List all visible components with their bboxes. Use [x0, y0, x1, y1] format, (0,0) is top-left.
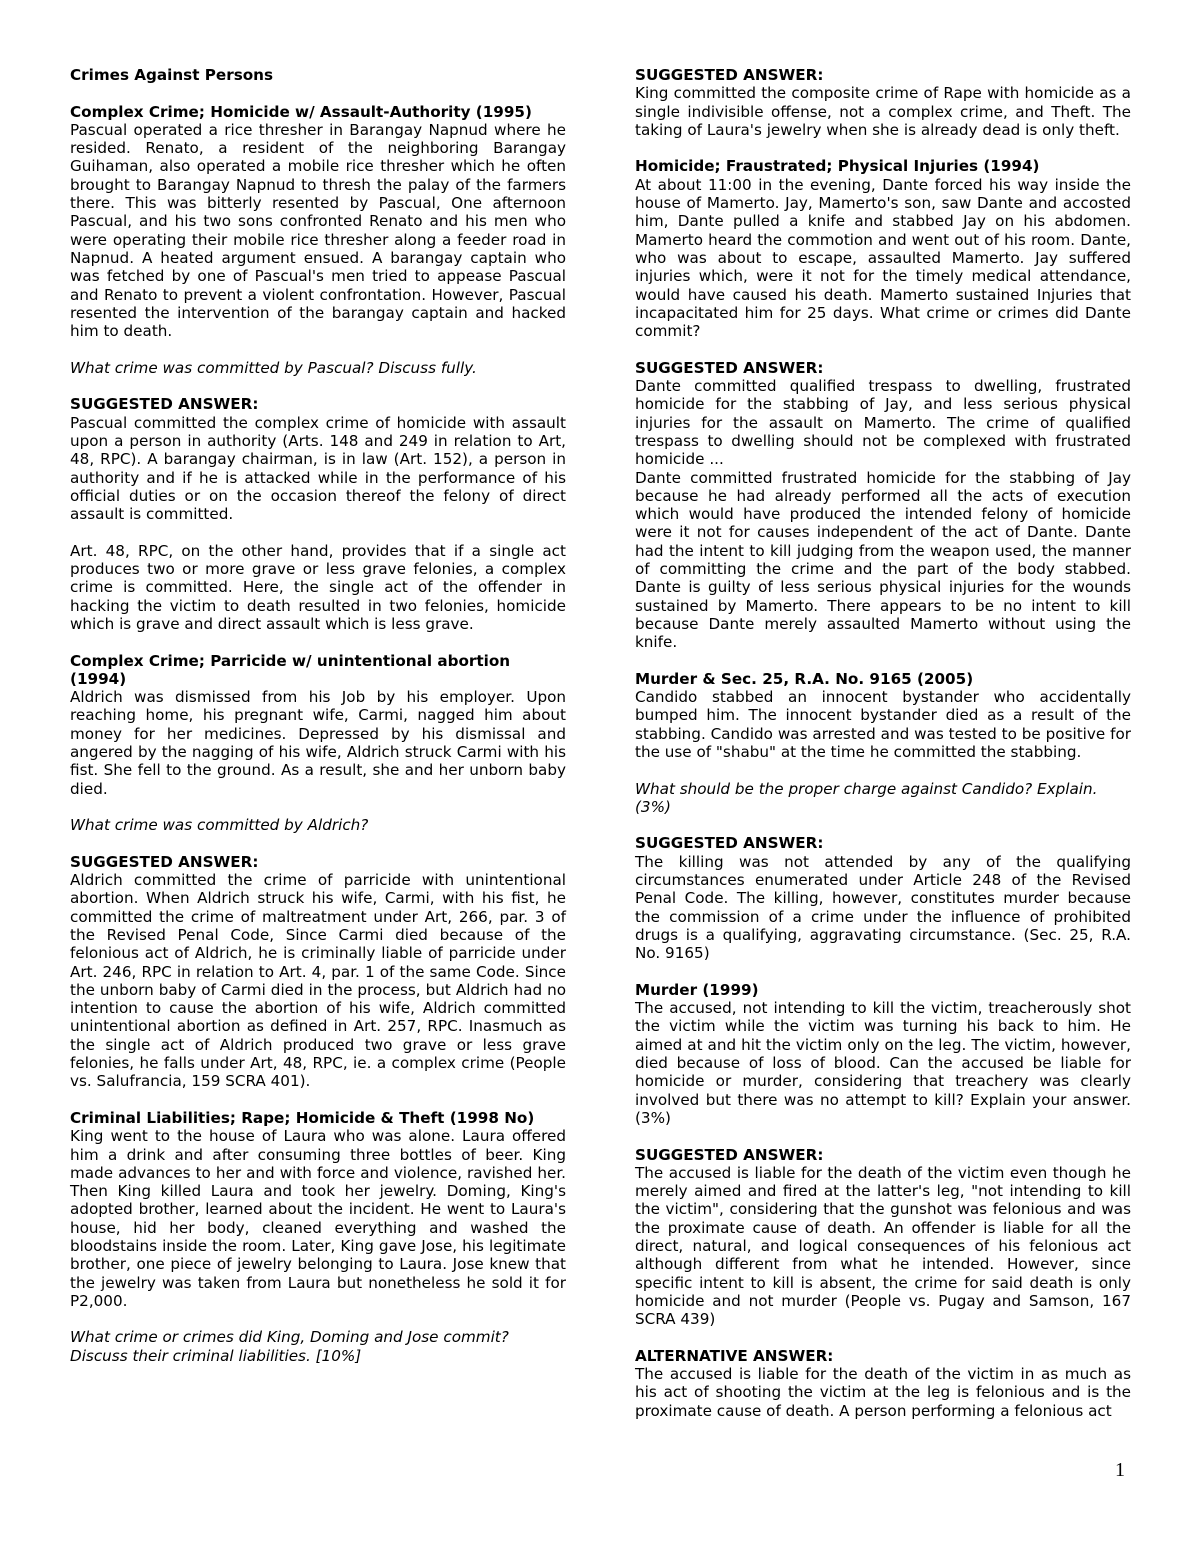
section-frustrated-homicide — [635, 157, 1131, 340]
section-parricide-abortion — [70, 652, 566, 798]
alternative-answer-block — [635, 1347, 1131, 1420]
answer-label: SUGGESTED ANSWER: — [70, 395, 259, 414]
question-block — [70, 1328, 566, 1365]
question-block — [70, 816, 566, 834]
question-text: What should be the proper charge against Candido? Explain. (3%) — [635, 779, 1098, 816]
answer-block — [635, 66, 1131, 139]
answer-block — [635, 359, 1131, 652]
section-homicide-assault-authority — [70, 103, 566, 341]
answer-text: Art. 48, RPC, on the other hand, provides that if a single act produces two or more grave or less grave felonies, a complex crime is committed. Here, the single act of the offender in hacking the victim to death resulted in two felonies, homicide which is grave and direct assault which is less grave. — [70, 541, 566, 633]
answer-continuation — [70, 542, 566, 633]
answer-text: King committed the composite crime of Rape with homicide as a single indivisible offense, not a complex crime, and Theft. The taking of Laura's jewelry when she is already dead is only theft. — [635, 84, 1131, 139]
question-facts: At about 11:00 in the evening, Dante forced his way inside the house of Mamerto. Jay, Mamerto's son, saw Dante and accosted him, Dante pulled a knife and stabbed Jay on his abdomen. Mamerto heard the commotion and went out of his room. Dante, who was about to escape, assaulted Mamerto. Jay suffered injuries which, were it not for the timely medical attendance, would have caused his death. Mamerto sustained Injuries that incapacitated him for 25 days. What crime or crimes did Dante commit? — [635, 175, 1131, 341]
section-murder-1999 — [635, 981, 1131, 1127]
left-column — [70, 66, 566, 1365]
right-column — [635, 66, 1131, 1420]
question-text: What crime or crimes did King, Doming and Jose commit? Discuss their criminal liabilities. [10%] — [70, 1328, 509, 1365]
alternative-answer-text: The accused is liable for the death of the victim in as much as his act of shooting the victim at the leg is felonious and is the proximate cause of death. A person performing a felonious act — [635, 1365, 1131, 1420]
chapter-block — [70, 66, 566, 84]
answer-text: The accused is liable for the death of the victim even though he merely aimed and fired at the latter's leg, "not intending to kill the victim", considering that the gunshot was felonious and was the proximate cause of death. An offender is liable for all the direct, natural, and logical consequences of his felonious act although different from what he intended. However, since specific intent to kill is absent, the crime for said death is only homicide and not murder (People vs. Pugay and Samson, 167 SCRA 439) — [635, 1163, 1131, 1329]
section-rape-homicide-theft — [70, 1109, 566, 1310]
answer-text: Dante committed qualified trespass to dwelling, frustrated homicide for the stabbing of Jay, and less serious physical injuries for the assault on Mamerto. The crime of qualified trespass to dwelling should not be complexed with frustrated homicide ... — [635, 377, 1131, 469]
page-number: 1 — [1115, 1459, 1125, 1481]
answer-text: Pascual committed the complex crime of homicide with assault upon a person in authority (Arts. 148 and 249 in relation to Art, 48, RPC). A barangay chairman, is in law (Art. 152), a person in authority and if he is attacked while in the performance of his official duties or on the occasion thereof the felony of direct assault is committed. — [70, 413, 566, 524]
answer-block — [70, 853, 566, 1091]
answer-block — [635, 1146, 1131, 1329]
question-facts: Candido stabbed an innocent bystander who accidentally bumped him. The innocent bystander died as a result of the stabbing. Candido was arrested and was tested to be positive for the use of "shabu" at the time he committed the stabbing. — [635, 688, 1131, 761]
answer-block — [70, 395, 566, 523]
answer-text: The killing was not attended by any of the qualifying circumstances enumerated under Article 248 of the Revised Penal Code. The killing, however, constitutes murder because the commission of a crime under the influence of prohibited drugs is a qualifying, aggravating circumstance. (Sec. 25, R.A. No. 9165) — [635, 852, 1131, 963]
chapter-title: Crimes Against Persons — [70, 66, 274, 84]
question-text: What crime was committed by Pascual? Discuss fully. — [70, 358, 477, 377]
question-block — [635, 780, 1131, 817]
section-murder-ra-9165 — [635, 670, 1131, 761]
section-heading: Complex Crime; Parricide w/ unintentional abortion (1994) — [70, 651, 511, 688]
answer-block — [635, 834, 1131, 962]
answer-label: SUGGESTED ANSWER: — [70, 852, 259, 871]
section-heading: Murder (1999) — [635, 980, 759, 999]
question-block — [70, 359, 566, 377]
question-facts: Aldrich was dismissed from his Job by his employer. Upon reaching home, his pregnant wife, Carmi, nagged him about money for her medicines. Depressed by his dismissal and angered by the nagging of his wife, Aldrich struck Carmi with his fist. She fell to the ground. As a result, she and her unborn baby died. — [70, 688, 566, 798]
section-heading: Criminal Liabilities; Rape; Homicide & Theft (1998 No) — [70, 1108, 535, 1127]
alternative-answer-label: ALTERNATIVE ANSWER: — [635, 1346, 834, 1365]
answer-text: Aldrich committed the crime of parricide with unintentional abortion. When Aldrich struck his wife, Carmi, with his fist, he committed the crime of maltreatment under Art, 266, par. 3 of the Revised Penal Code, Since Carmi died because of the felonious act of Aldrich, he is criminally liable of parricide under Art. 246, RPC in relation to Art. 4, par. 1 of the same Code. Since the unborn baby of Carmi died in the process, but Aldrich had no intention to cause the abortion of his wife, Aldrich committed unintentional abortion as defined in Art. 257, RPC. Inasmuch as the single act of Aldrich produced two grave or less grave felonies, he falls under Art, 48, RPC, ie. a complex crime (People vs. Salufrancia, 159 SCRA 401). — [70, 871, 566, 1091]
answer-label: SUGGESTED ANSWER: — [635, 834, 824, 853]
answer-label: SUGGESTED ANSWER: — [635, 66, 824, 84]
answer-text: Dante committed frustrated homicide for the stabbing of Jay because he had already performed all the acts of execution which would have produced the intended felony of homicide were it not for causes independent of the act of Dante. Dante had the intent to kill judging from the weapon used, the manner of committing the crime and the part of the body stabbed. Dante is guilty of less serious physical injuries for the wounds sustained by Mamerto. There appears to be no intent to kill because Dante merely assaulted Mamerto without using the knife. — [635, 468, 1131, 652]
answer-label: SUGGESTED ANSWER: — [635, 1145, 824, 1164]
section-heading: Complex Crime; Homicide w/ Assault-Authority (1995) — [70, 102, 532, 121]
section-heading: Murder & Sec. 25, R.A. No. 9165 (2005) — [635, 669, 974, 688]
question-text: What crime was committed by Aldrich? — [70, 816, 369, 835]
section-heading: Homicide; Fraustrated; Physical Injuries (1994) — [635, 157, 1040, 176]
question-facts: Pascual operated a rice thresher in Barangay Napnud where he resided. Renato, a resident of the neighboring Barangay Guihaman, also operated a mobile rice thresher which he often brought to Barangay Napnud to thresh the palay of the farmers there. This was bitterly resented by Pascual, One afternoon Pascual, and his two sons confronted Renato and his men who were operating their mobile rice thresher along a feeder road in Napnud. A heated argument ensued. A barangay captain who was fetched by one of Pascual's men tried to appease Pascual and Renato to prevent a violent confrontation. However, Pascual resented the intervention of the barangay captain and hacked him to death. — [70, 120, 566, 341]
question-facts: King went to the house of Laura who was alone. Laura offered him a drink and after consuming three bottles of beer. King made advances to her and with force and violence, ravished her. Then King killed Laura and took her jewelry. Doming, King's adopted brother, learned about the incident. He went to Laura's house, hid her body, cleaned everything and washed the bloodstains inside the room. Later, King gave Jose, his legitimate brother, one piece of jewelry belonging to Laura. Jose knew that the jewelry was taken from Laura but nonetheless he sold it for P2,000. — [70, 1127, 566, 1310]
answer-label: SUGGESTED ANSWER: — [635, 358, 824, 377]
question-facts: The accused, not intending to kill the victim, treacherously shot the victim while the victim was turning his back to him. He aimed at and hit the victim only on the leg. The victim, however, died because of loss of blood. Can the accused be liable for homicide or murder, considering that treachery was clearly involved but there was no attempt to kill? Explain your answer. (3%) — [635, 999, 1131, 1127]
